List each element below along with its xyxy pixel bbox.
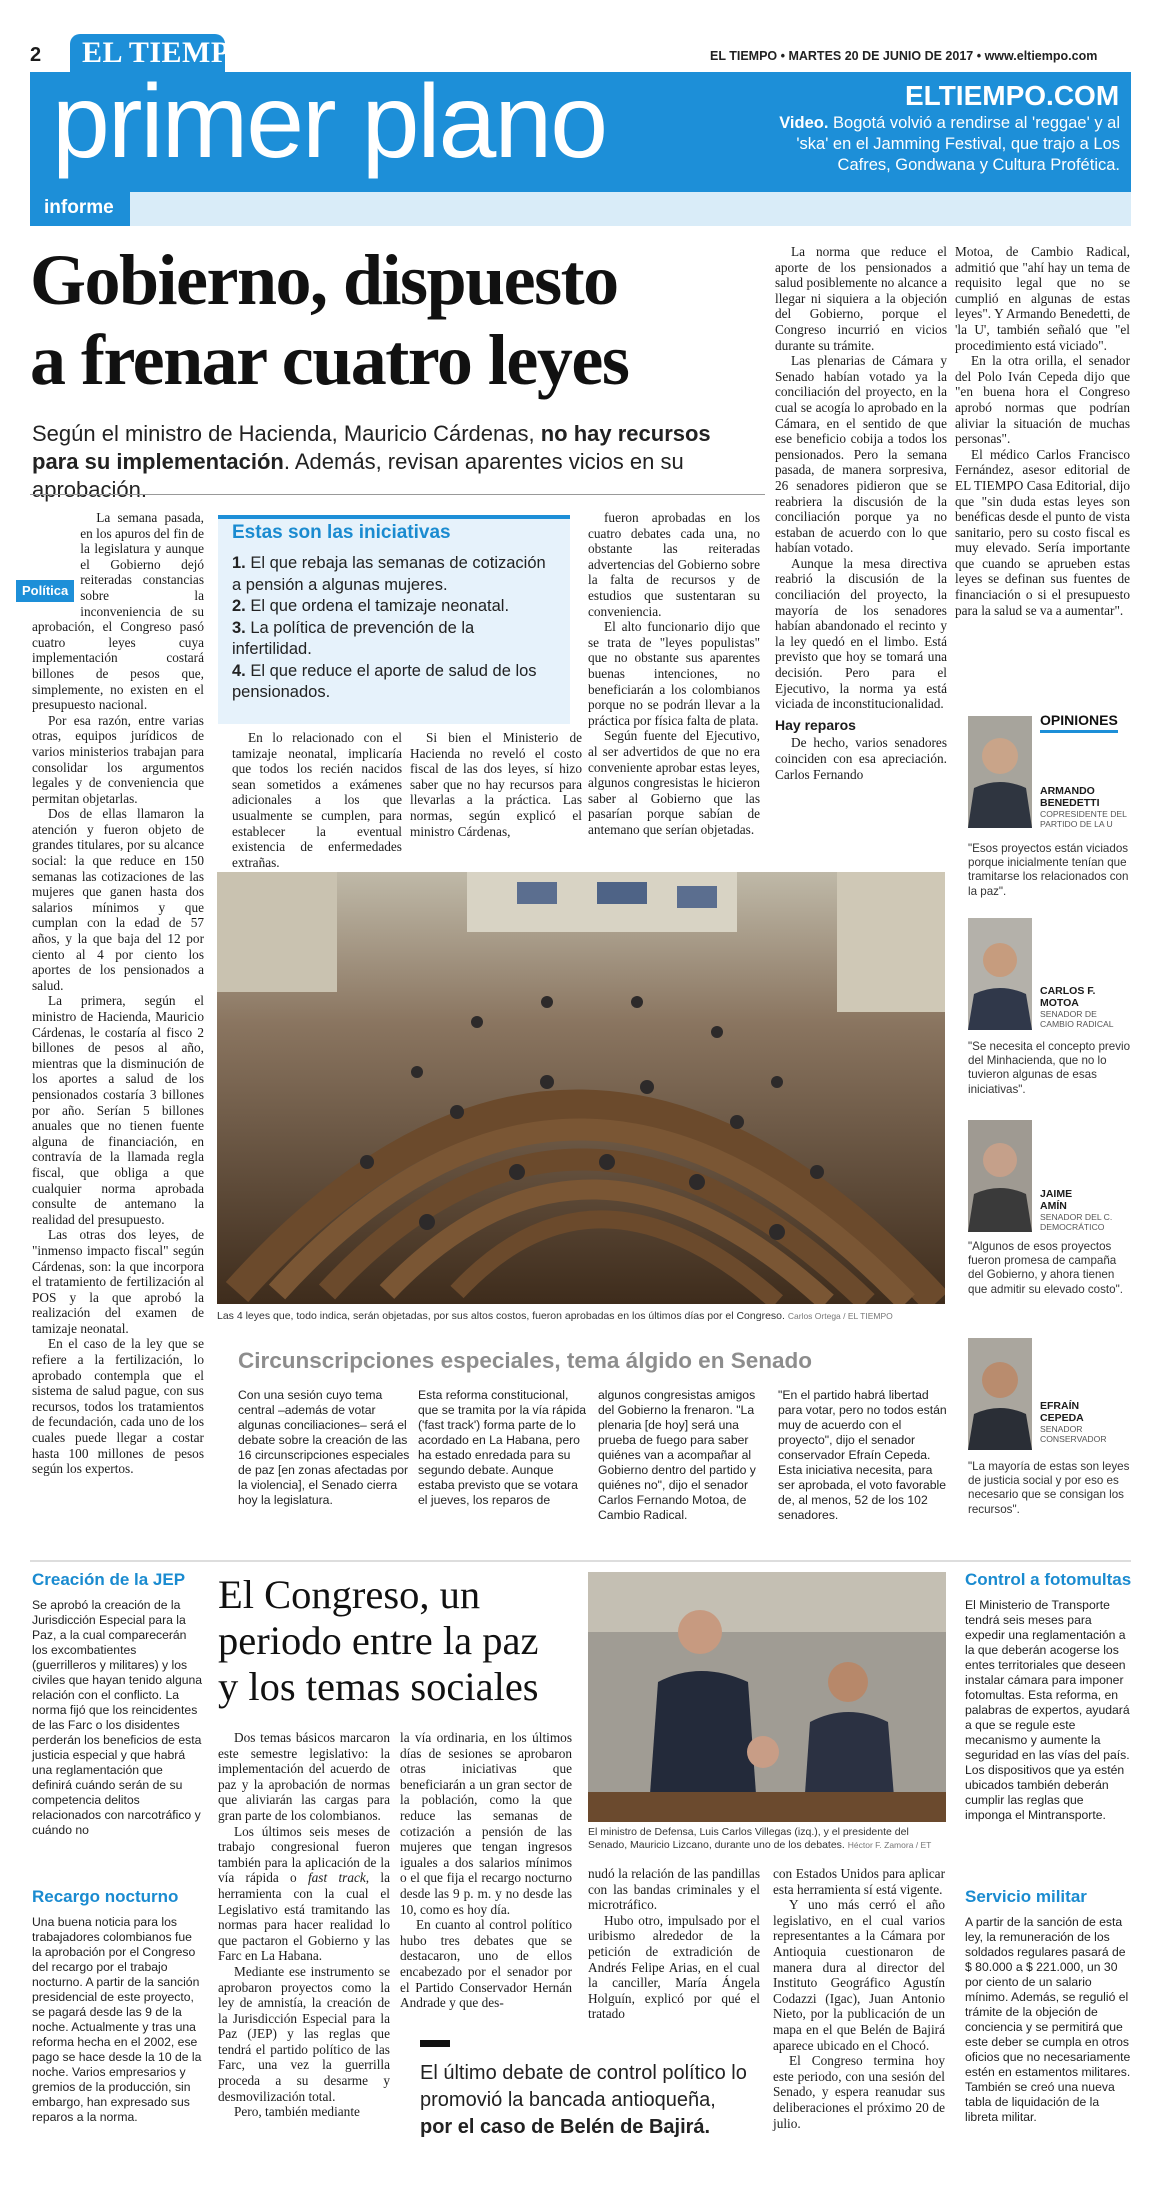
recargo-title: Recargo nocturno bbox=[32, 1887, 179, 1906]
article2-col4: con Estados Unidos para aplicar esta herramienta sí está vigente. Y uno más cerró el año legislativo, en el cual varios representantes a la Cámara por Antioquia cuestionaron de manera dura al director del Instituto Geográfico Agustín Codazzi (Igac), Juan Antonio Nieto, por la publicación de un mapa en el que Belén de Bajirá aparece ubicado en el Chocó. El Congreso termina hoy este periodo, con una sesión del Senado, y espera reanudar sus deliberaciones el próximo 20 de julio. bbox=[773, 1866, 945, 2131]
brand-logo: EL TIEMPO bbox=[82, 36, 254, 69]
opiniones-title: OPINIONES bbox=[1040, 712, 1118, 733]
iniciativa-item: 4. El que reduce el aporte de salud de los pensionados. bbox=[232, 661, 537, 701]
col1-p6: En el caso de la ley que se refiere a la fertilización, lo aprobado contempla que el sistema de salud pague, con sus recursos, todos los tratamientos de fecundación, cada uno de los cuales puede llegar a costar hasta 100 millones de pesos según los expertos. bbox=[32, 1336, 204, 1477]
circ-col2: Esta reforma constitucional, que se tramita por la vía rápida ('fast track') forma parte de lo acordado en La Habana, pero ha estado enredada para su segundo debate. Aunque estaba previsto que se votara el jueves, los reparos de bbox=[418, 1388, 587, 1507]
promo-bold: Video. bbox=[779, 114, 829, 132]
jep-text: Se aprobó la creación de la Jurisdicción Especial para la Paz, a la cual comparecerán los excombatientes (guerrilleros y militares) y los civiles que hayan tenido alguna relación con el conflicto. La norma fijó que los reincidentes de las Farc o los disidentes perderán los beneficios de esta justicia especial y que habrá una reglamentación que definirá cuándo serán de su competencia delitos relacionados con narcotráfico y cuándo no bbox=[32, 1598, 203, 1837]
article1-col1 bbox=[22, 510, 204, 1477]
debate-photo-illustration bbox=[588, 1572, 946, 1822]
promo-text: Bogotá volvió a rendirse al 'reggae' y al 'ska' en el Jamming Festival, que trajo a Los Cafres, Gondwana y Cultura Profética. bbox=[796, 114, 1120, 174]
article1-col5: La norma que reduce el aporte de los pensionados a salud posiblemente no alcance a llegar ni siquiera a la objeción del Gobierno, porque el Congreso incurrió en vicios durante su trámite. Las plenarias de Cámara y Senado habían votado ya la conciliación del proyecto, en la cual se acogía lo aprobado en la Cámara, en el sentido de que ese beneficio cobija a todos los pensionados. Pero la semana pasada, de manera sorpresiva, 26 senadores pidieron que se reabriera la discusión de la conciliación porque ya no estaban de acuerdo con lo que habían votado. Aunque la mesa directiva reabrió la discusión de la conciliación del proyecto, la mayoría de los senadores habían abandonado el recinto y la ley quedó en el limbo. Está previsto que hoy se tomará una decisión. Pero para el Ejecutivo, la norma ya está viciada de inconstitucionalidad. Hay reparos De hecho, varios senadores coinciden con esa apreciación. Carlos Fernando bbox=[775, 244, 947, 782]
site-link[interactable]: ELTIEMPO.COM bbox=[905, 80, 1120, 111]
iniciativas-title: Estas son las iniciativas bbox=[232, 522, 451, 543]
deck bbox=[32, 420, 752, 504]
congress-photo bbox=[217, 872, 945, 1304]
circ-col4: "En el partido habrá libertad para votar, pero no todos están muy de acuerdo con el proyecto", dijo el senador conservador Efraín Cepeda. Esta iniciativa necesita, para ser aprobada, el voto favorable de, al menos, 52 de los 102 senadores. bbox=[778, 1388, 947, 1522]
pullquote: El último debate de control político lo promovió la bancada antioqueña, por el caso de Belén de Bajirá. bbox=[420, 2062, 747, 2138]
article1-col3: Si bien el Ministerio de Hacienda no reveló el costo fiscal de las dos leyes, sí hizo saber que no hay recursos para llevarlas a la práctica. Las normas, según explicó el ministro Cárdenas, bbox=[410, 730, 582, 839]
avatar bbox=[968, 1120, 1032, 1232]
deck-text-a: Según el ministro de Hacienda, Mauricio Cárdenas, bbox=[32, 421, 541, 446]
politica-tag: Política bbox=[16, 580, 74, 602]
fotomultas-text: El Ministerio de Transporte tendrá seis meses para expedir una reglamentación a la que deberán acogerse los entes territoriales que deseen instalar cámara para imponer fotomultas. Esta reforma, en palabras de expertos, ayudará a que se regule este mecanismo y aumente la seguridad en las vías del país. Los dispositivos que ya estén ubicados también deberán cumplir las reglas que imponga el Mintransporte. bbox=[965, 1598, 1130, 1822]
recargo-text: Una buena noticia para los trabajadores colombianos fue la aprobación por el Congreso del recargo por el trabajo nocturno. A partir de la sanción presidencial de este proyecto, se pagará desde las 9 de la noche. Actualmente y tras una reforma hecha en el 2002, ese pago se hace desde la 10 de la noche. Varios empresarios y gremios de la producción, sin embargo, han expresado sus reparos a la norma. bbox=[32, 1915, 202, 2124]
dateline: EL TIEMPO • MARTES 20 DE JUNIO DE 2017 • www.eltiempo.com bbox=[710, 49, 1098, 63]
opinion-name: EFRAÍN CEPEDA SENADOR CONSERVADOR bbox=[1040, 1400, 1107, 1444]
article1-col6: Motoa, de Cambio Radical, admitió que "ahí hay un tema de requisito legal que no se cumplió en algunas de estas leyes". Y Armando Benedetti, de 'la U', también señaló que "el procedimiento está viciado". En la otra orilla, el senador del Polo Iván Cepeda dijo que "en buena hora el Congreso aprobó normas que podrían aliviar la situación de muchas personas". El médico Carlos Francisco Fernández, asesor editorial de EL TIEMPO Casa Editorial, dijo que "sin duda estas leyes son benéficas desde el punto de vista sanitario, pero su costo fiscal es muy elevado. Sería importante que cuando se aprueben estas leyes se definan sus fuentes de financiación o si el presupuesto para la salud se va a aumentar". bbox=[955, 244, 1130, 618]
opinion-quote: "La mayoría de estas son leyes de justicia social y por eso es necesario que se consigan los recursos". bbox=[968, 1460, 1130, 1516]
article2-col3: nudó la relación de las pandillas con las bandas criminales y el microtráfico. Hubo otro, impulsado por el uribismo alrededor de la petición de extradición de Andrés Felipe Arias, en el cual la canciller, María Ángela Holguín, explicó por qué el tratado bbox=[588, 1866, 760, 2022]
article2-col2: la vía ordinaria, en los últimos días de sesiones se aprobaron otras iniciativas que beneficiarán a un gran sector de la población, como la que reduce las semanas de cotización a pensión de las mujeres que tengan ingresos iguales a dos salarios mínimos o el que fija el recargo nocturno desde las 9 p. m. y no desde las 10, como es hoy día. En cuanto al control político hubo tres debates que se destacaron, uno de ellos encabezado por el senador por el Partido Conservador Hernán Andrade y que des- bbox=[400, 1730, 572, 2011]
col1-p4: La primera, según el ministro de Hacienda, Mauricio Cárdenas, le costaría al fisco 2 billones de pesos al año, mientras que la disminución de los aportes a salud de los pensionados costaría 3 billones por año. Serían 5 billones anuales que no tienen fuente alguna de financiación, en contravía de la llamada regla fiscal, que obliga a que cualquier norma aprobada consulte de antemano la realidad del presupuesto. bbox=[32, 993, 204, 1227]
militar-title: Servicio militar bbox=[965, 1887, 1087, 1906]
col1-p5: Las otras dos leyes, de "inmenso impacto fiscal" según Cárdenas, son: la que incorpora el tratamiento de fertilización al POS y la que aprobó la realización del examen de tamizaje neonatal. bbox=[32, 1227, 204, 1336]
iniciativa-item: 2. El que ordena el tamizaje neonatal. bbox=[232, 597, 510, 615]
congress-chamber-illustration bbox=[217, 872, 945, 1304]
opinion-quote: "Se necesita el concepto previo del Minhacienda, que no lo tuvieron algunas de esas iniciativas". bbox=[968, 1040, 1131, 1096]
iniciativa-item: 3. La política de prevención de la infertilidad. bbox=[232, 618, 475, 658]
article2-headline: El Congreso, un periodo entre la paz y los temas sociales bbox=[218, 1572, 539, 1709]
article1-col2: En lo relacionado con el tamizaje neonatal, implicaría que todos los recién nacidos sean sometidos a exámenes adicionales a los que usualmente se cumplen, para establecer la eventual existencia de enfermedades extrañas. bbox=[232, 730, 402, 870]
page-number: 2 bbox=[30, 44, 42, 66]
opinion-name: CARLOS F. MOTOA SENADOR DE CAMBIO RADICAL bbox=[1040, 985, 1114, 1029]
headline-line-2: a frenar cuatro leyes bbox=[30, 320, 629, 400]
opinion-quote: "Esos proyectos están viciados porque inicialmente tenían que tramitarse los relacionados con la paz". bbox=[968, 842, 1129, 898]
fotomultas-title: Control a fotomultas bbox=[965, 1570, 1132, 1589]
deck-rule bbox=[30, 494, 765, 495]
headline-main bbox=[30, 240, 760, 400]
headline-line-1: Gobierno, dispuesto bbox=[30, 240, 618, 320]
deck-text-c: . Además, revisan aparentes vicios en su aprobación. bbox=[32, 449, 684, 502]
video-promo[interactable] bbox=[775, 113, 1120, 176]
avatar bbox=[968, 1338, 1032, 1450]
subsection-bar bbox=[30, 192, 1131, 226]
opinion-name: JAIME AMÍN SENADOR DEL C. DEMOCRÁTICO bbox=[1040, 1188, 1113, 1232]
pullquote-dash bbox=[420, 2040, 450, 2047]
opinion-name: ARMANDO BENEDETTI COPRESIDENTE DEL PARTIDO DE LA U bbox=[1040, 785, 1127, 829]
avatar bbox=[968, 716, 1032, 828]
avatar bbox=[968, 918, 1032, 1030]
subsection-label: informe bbox=[44, 197, 114, 218]
article2-col1: Dos temas básicos marcaron este semestre legislativo: la implementación del acuerdo de paz y la aprobación de normas que aliviarán las cargas para gran parte de los colombianos. Los últimos seis meses de trabajo congresional fueron también para la aplicación de la vía rápida o fast track, la herramienta con la cual el Legislativo está tramitando las normas para hacer realidad lo que pactaron el Gobierno y las Farc en La Habana. Mediante ese instrumento se aprobaron proyectos como la ley de amnistía, la creación de la Jurisdicción Especial para la Paz (JEP) y las reglas que tendrá el partido político de las Farc, una vez la guerrilla proceda a su desarme y desmovilización total. Pero, también mediante bbox=[218, 1730, 391, 2120]
congress-photo-caption: Las 4 leyes que, todo indica, serán objetadas, por sus altos costos, fueron aprobadas en los últimos días por el Congreso. Carlos Ortega / EL TIEMPO bbox=[217, 1310, 893, 1322]
article1-col4: fueron aprobadas en los cuatro debates cada una, no obstante las reiteradas advertencias del Gobierno sobre la falta de recursos y de estudios que sustentaran su conveniencia. El alto funcionario dijo que se trata de "leyes populistas" que no obstante sus aparentes buenas intenciones, no beneficiarán a los colombianos porque no se podrán llevar a la práctica por física falta de plata. Según fuente del Ejecutivo, al ser advertidos de que no era conveniente aprobar estas leyes, algunos congresistas le hicieron saber al Gobierno que las pasarían porque sabían de antemano que serían objetadas. bbox=[588, 510, 760, 837]
col5-subhead: Hay reparos bbox=[775, 716, 856, 733]
bottom-rule bbox=[30, 1560, 1131, 1562]
circ-col3: algunos congresistas amigos del Gobierno la frenaron. "La plenaria [de hoy] será una prueba de fuego para saber quiénes van a acompañar al Gobierno dentro del partido y quiénes no", dijo el senador Carlos Fernando Motoa, de Cambio Radical. bbox=[598, 1388, 756, 1522]
opinion-quote: "Algunos de esos proyectos fueron promesa de campaña del Gobierno, y ahora tienen que admitir su elevado costo". bbox=[968, 1240, 1123, 1296]
article2-photo bbox=[588, 1572, 946, 1822]
col1-p3: Dos de ellas llamaron la atención y fueron objeto de grandes titulares, por su alcance social: la que reduce en 150 semanas las cotizaciones de las mujeres que ganen hasta dos salarios mínimos y que cumplan con la edad de 57 años, y la que baja del 12 por ciento al 4 por ciento los aportes de los pensionados a salud. bbox=[32, 806, 204, 993]
militar-text: A partir de la sanción de esta ley, la remuneración de los soldados regulares pasará de $ 80.000 a $ 221.000, un 30 por ciento de un salario mínimo. Además, se regulió el trámite de la objeción de conciencia y se permitirá que este deber se cumpla en otros oficios que no necesariamente estén en estamentos militares. También se creó una nueva tabla de liquidación de la libreta militar. bbox=[965, 1915, 1131, 2124]
circ-col1: Con una sesión cuyo tema central –además de votar algunas conciliaciones– será el debate sobre la creación de las 16 circunscripciones especiales de paz [en zonas afectadas por la violencia], el Senado cierra hoy la legislatura. bbox=[238, 1388, 410, 1507]
circ-title: Circunscripciones especiales, tema álgido en Senado bbox=[238, 1348, 812, 1373]
iniciativa-item: 1. El que rebaja las semanas de cotización a pensión a algunas mujeres. bbox=[232, 554, 546, 594]
iniciativas-list bbox=[232, 553, 557, 704]
col1-lead: Política La semana pasada, en los apuros del fin de la legislatura y aunque el Gobierno dejó reiteradas constancias sobre la inconveniencia de su aprobación, el Congreso pasó cuatro leyes cuya implementación costará billones de pesos que, simplemente, no existen en el presupuesto nacional. bbox=[32, 510, 204, 713]
col1-p2: Por esa razón, entre varias otras, equipos jurídicos de varios ministerios trabajan para consolidar los argumentos legales y de conveniencia que permitan objetarlas. bbox=[32, 712, 204, 806]
jep-title: Creación de la JEP bbox=[32, 1570, 186, 1589]
section-title: primer plano bbox=[52, 64, 607, 180]
deck-text-b: no hay recursos para su implementación bbox=[32, 421, 711, 474]
article2-photo-caption: El ministro de Defensa, Luis Carlos Villegas (izq.), y el presidente del Senado, Mauricio Lizcano, durante uno de los debates. Héctor F. Zamora / ET bbox=[588, 1826, 932, 1851]
